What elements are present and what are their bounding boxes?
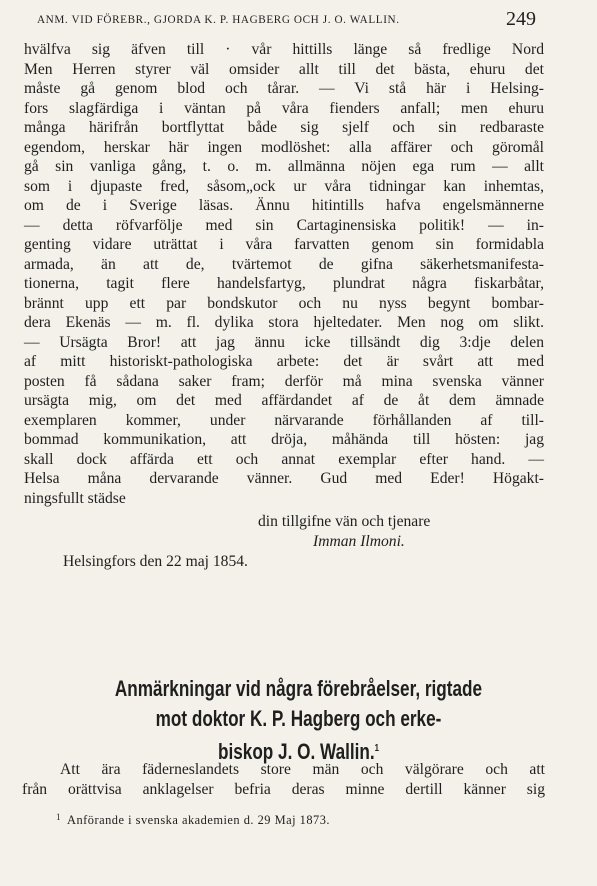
section-line: från orättvisa anklagelser befria deras minne dertill känner sig bbox=[22, 780, 545, 798]
letter-line: som i djupaste fred, såsom„ock ur våra tidningar kan inhemtas, bbox=[24, 177, 544, 195]
section-heading-line: Anmärkningar vid några förebråelser, rigtade bbox=[114, 676, 483, 701]
section-heading-line: mot doktor K. P. Hagberg och erke- bbox=[155, 706, 442, 731]
letter-line: — detta röfvarfölje med sin Cartaginensiska politik! — in- bbox=[24, 216, 544, 234]
section-heading bbox=[66, 674, 532, 767]
letter-line: posten få sådana saker fram; derför må mina svenska vänner bbox=[24, 372, 544, 390]
letter-line: ningsfullt städse bbox=[24, 489, 126, 507]
letter-line: af mitt historiskt-pathologiska arbete: det är svårt att med bbox=[24, 353, 544, 370]
letter-line: hvälfva sig äfven till · vår hittills länge så fredlige Nord bbox=[24, 41, 544, 58]
letter-line: många härifrån bortflyttat både sig sjelf och sin redbaraste bbox=[24, 119, 544, 136]
letter-line: Men Herren styrer väl omsider allt till det bästa, ehuru det bbox=[24, 60, 544, 78]
letter-line: dera Ekenäs — m. fl. dylika stora hjeltedater. Men nog om slikt. bbox=[24, 314, 544, 331]
signature: Imman Ilmoni. bbox=[313, 533, 405, 550]
letter-line: genting vidare uträttat i våra farvatten genom sin formidabla bbox=[24, 236, 544, 253]
running-head: ANM. VID FÖREBR., GJORDA K. P. HAGBERG OCH J. O. WALLIN. bbox=[37, 14, 400, 26]
footnote-reference: 1 bbox=[374, 743, 380, 754]
footnote-text: Anförande i svenska akademien d. 29 Maj 1873. bbox=[67, 813, 331, 827]
letter-line: exemplaren kommer, under närvarande förhållanden af till- bbox=[24, 411, 544, 429]
letter-line: ursägta mig, om det med affärdandet af de åt dem ämnade bbox=[24, 392, 544, 409]
valediction: din tillgifne vän och tjenare bbox=[258, 513, 431, 530]
letter-line: brännt upp ett par bondskutor och nu nyss begynt bombar- bbox=[24, 294, 544, 312]
section-line-text: Att ära fäderneslandets store män och välgörare och att bbox=[60, 761, 545, 778]
section-line bbox=[22, 760, 545, 780]
letter-line: — Ursägta Bror! att jag ännu icke tillsändt dig 3:dje delen bbox=[24, 333, 544, 351]
letter-line: armada, än att de, tvärtemot de gifna säkerhetsmanifesta- bbox=[24, 255, 544, 273]
letter-line: egendom, herskar här ingen modlöshet: alla affärer och göromål bbox=[24, 138, 544, 156]
letter-line: skall dock affärda ett och annat exemplar efter hand. — bbox=[24, 450, 544, 468]
footnote-mark: 1 bbox=[56, 812, 61, 822]
letter-line: gå sin vanliga gång, t. o. m. allmänna nöjen ega rum — allt bbox=[24, 158, 544, 175]
letter-line: Helsa måna dervarande vänner. Gud med Eder! Högakt- bbox=[24, 470, 544, 487]
place-date: Helsingfors den 22 maj 1854. bbox=[63, 553, 248, 570]
letter-line: om de i Sverige läsas. Ännu hitintills hafva engelsmännerne bbox=[24, 197, 544, 214]
page-number: 249 bbox=[506, 8, 536, 30]
footnote bbox=[56, 812, 330, 828]
letter-line: tionerna, tagit flere handelsfartyg, plundrat några fiskarbåtar, bbox=[24, 275, 544, 292]
section-heading-line: biskop J. O. Wallin. bbox=[217, 739, 375, 764]
letter-body bbox=[24, 40, 544, 508]
letter-line: fors slagfärdiga i väntan på våra fienders anfall; men ehuru bbox=[24, 99, 544, 117]
section-body bbox=[22, 760, 545, 799]
letter-line: bommad kommunikation, att dröja, måhända till hösten: jag bbox=[24, 431, 544, 448]
letter-line: måste gå genom blod och tårar. — Vi stå här i Helsing- bbox=[24, 80, 544, 97]
